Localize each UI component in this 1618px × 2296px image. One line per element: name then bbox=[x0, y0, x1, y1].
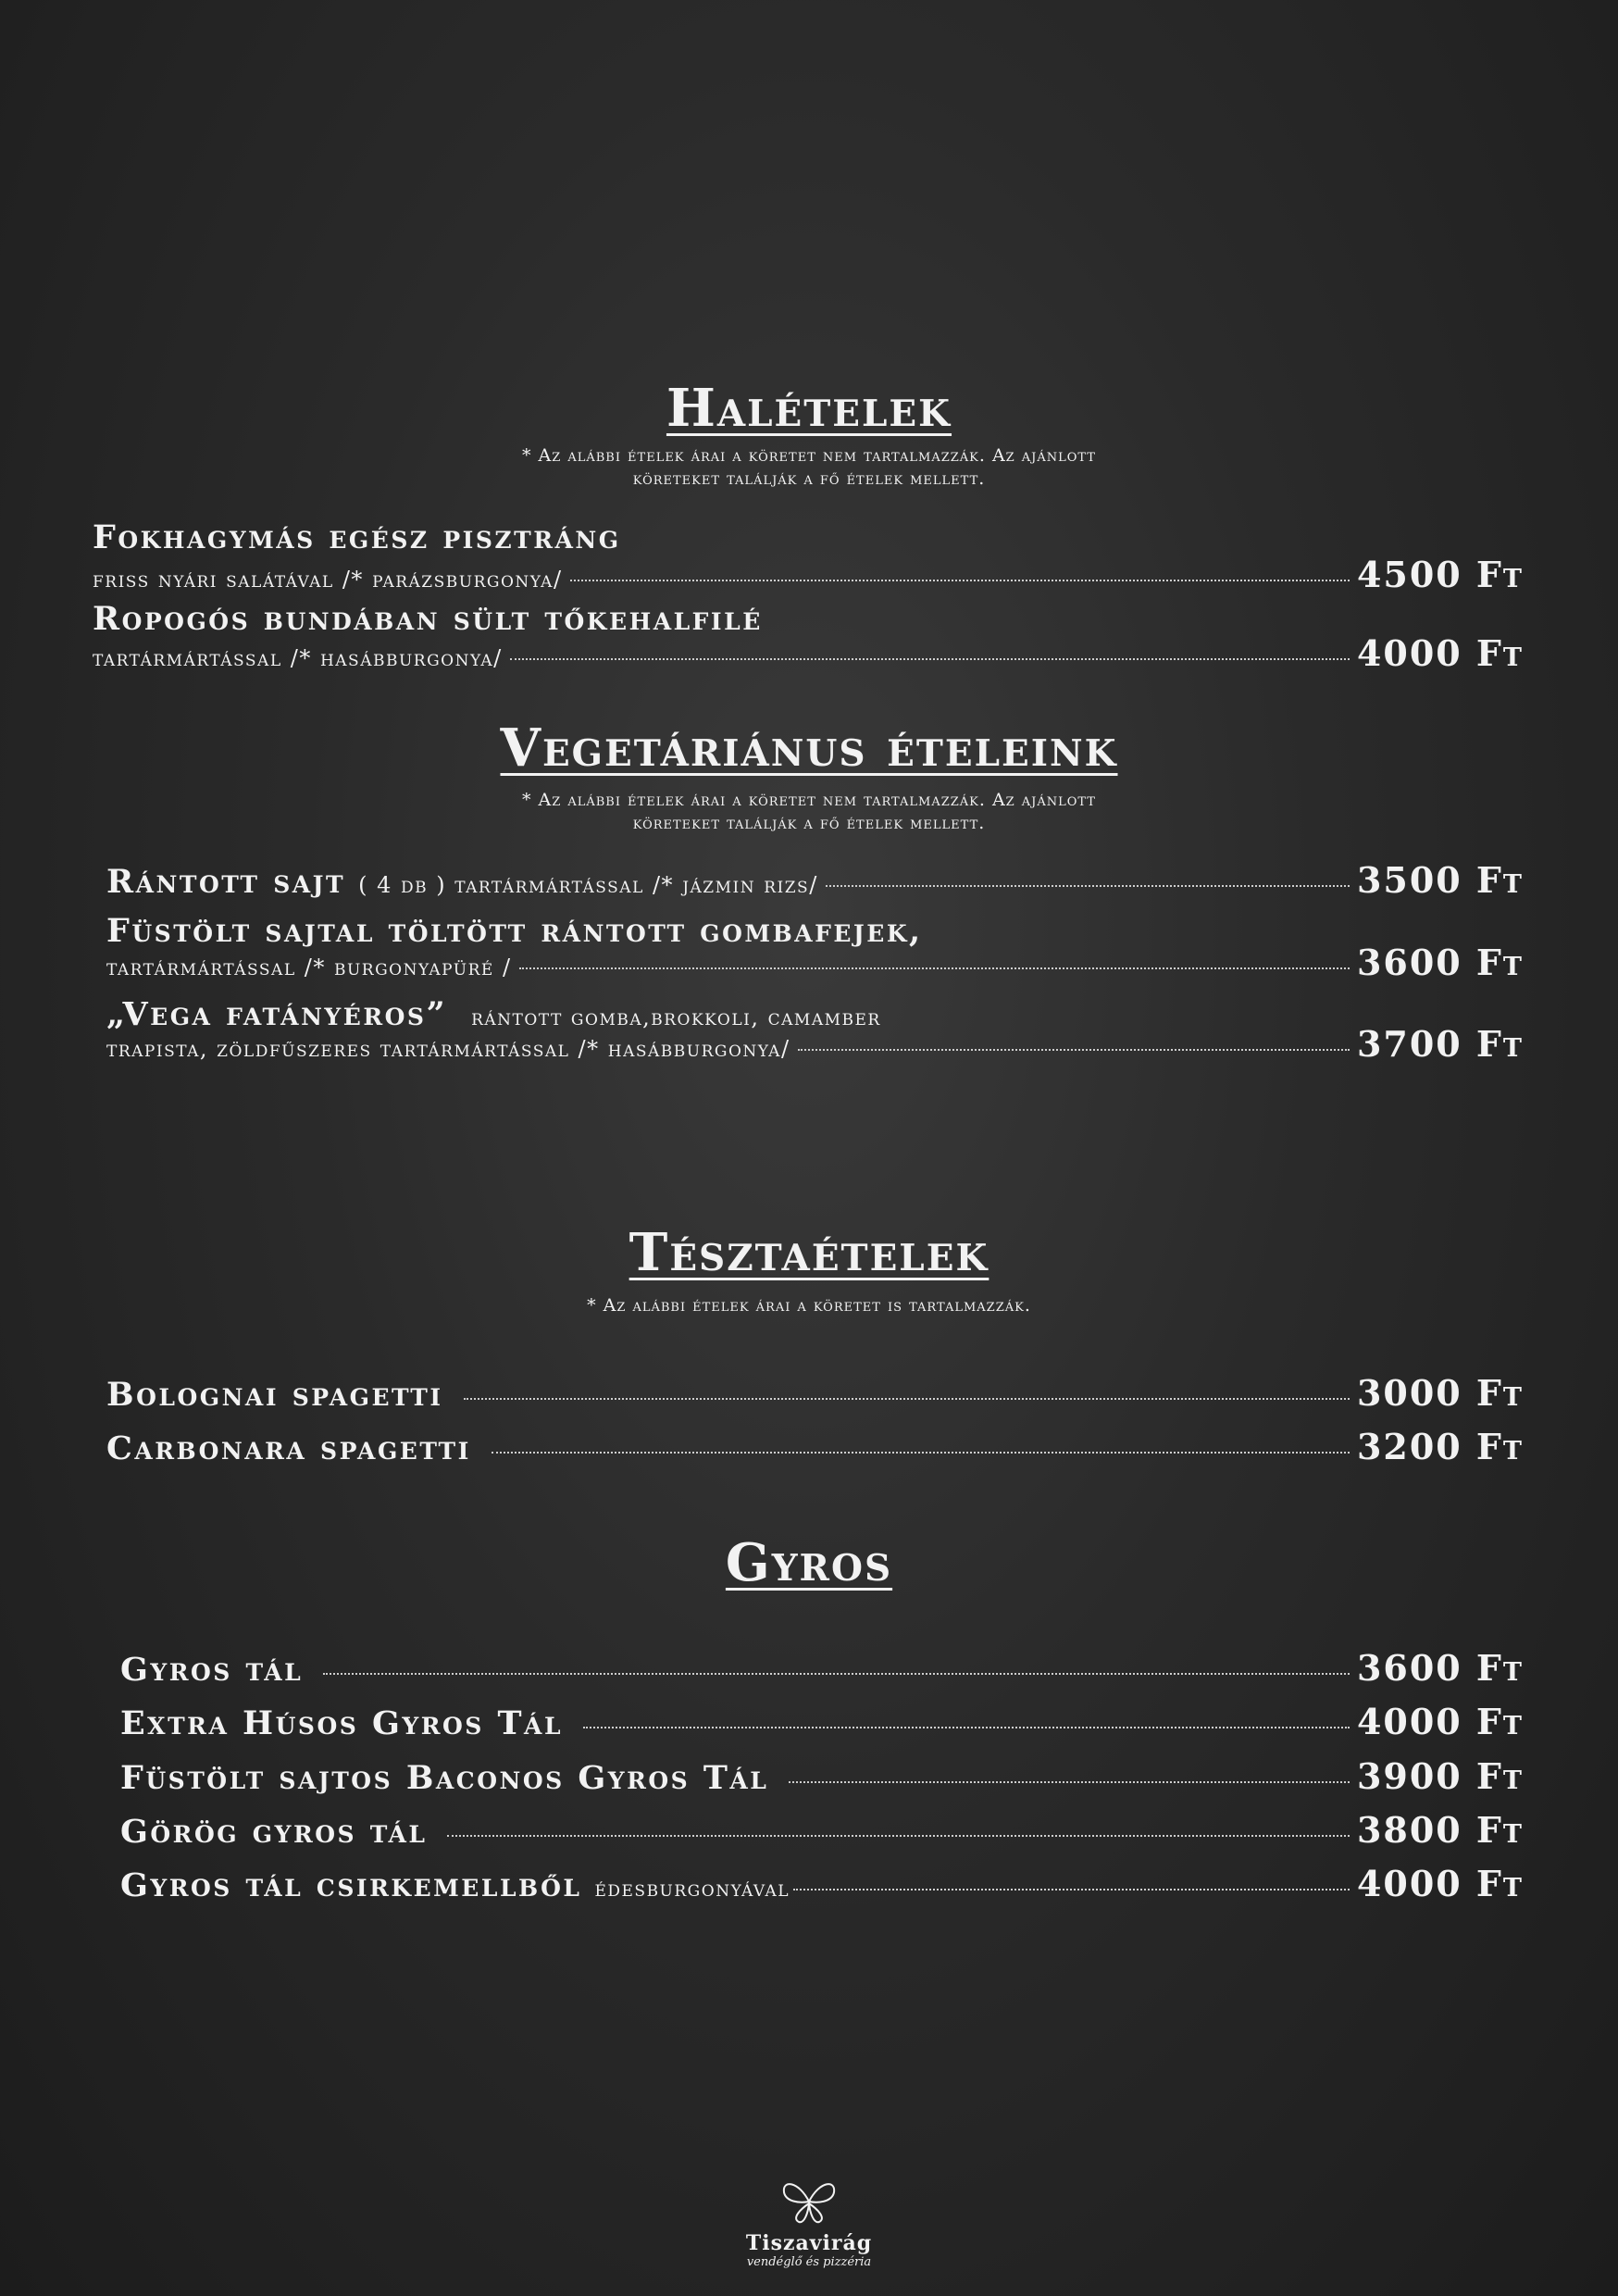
menu-item-price: 4000 Ft bbox=[1356, 1701, 1524, 1742]
menu-item-name: Füstölt sajtal töltött rántott gombafejek, bbox=[106, 912, 923, 950]
section-title-fish: Halételek bbox=[666, 378, 952, 439]
menu-item-extra: rántott gomba,brokkoli, camamber bbox=[471, 1004, 881, 1030]
menu-item-price: 3900 Ft bbox=[1356, 1755, 1524, 1797]
menu-item-name: Gyros tál csirkemellből bbox=[120, 1866, 582, 1904]
menu-item-name: Extra Húsos Gyros Tál bbox=[120, 1704, 564, 1742]
menu-item-row bbox=[120, 1809, 1524, 1851]
menu-item-price: 3200 Ft bbox=[1356, 1426, 1524, 1467]
menu-item-price: 4000 Ft bbox=[1356, 632, 1524, 674]
menu-item-row bbox=[93, 554, 1524, 595]
section-note-pasta: * Az alábbi ételek árai a köretet is tartalmazzák. bbox=[587, 1295, 1031, 1316]
menu-item-row bbox=[120, 1647, 1524, 1689]
menu-item-price: 4000 Ft bbox=[1356, 1863, 1524, 1904]
dot-leader bbox=[570, 580, 1350, 581]
logo-subtitle: vendéglő és pizzéria bbox=[746, 2255, 872, 2269]
section-note-veg-1: * Az alábbi ételek árai a köretet nem tartalmazzák. Az ajánlott bbox=[522, 790, 1096, 810]
section-title-gyros: Gyros bbox=[725, 1532, 893, 1593]
menu-item-row bbox=[93, 632, 1524, 674]
menu-item-row bbox=[120, 1755, 1524, 1797]
dot-leader bbox=[464, 1398, 1350, 1400]
dot-leader bbox=[583, 1727, 1350, 1728]
menu-item-description: tartármártással /* hasábburgonya/ bbox=[93, 645, 503, 671]
dot-leader bbox=[789, 1781, 1350, 1783]
menu-item-name: Ropogós bundában sült tőkehalfilé bbox=[93, 600, 763, 638]
menu-item-price: 3600 Ft bbox=[1356, 1647, 1524, 1689]
menu-item-price: 3800 Ft bbox=[1356, 1809, 1524, 1851]
menu-item-price: 3600 Ft bbox=[1356, 942, 1524, 983]
menu-item-price: 3000 Ft bbox=[1356, 1372, 1524, 1414]
menu-item-name: Füstölt sajtos Baconos Gyros Tál bbox=[120, 1759, 769, 1797]
menu-item-row bbox=[106, 859, 1524, 901]
menu-item-name: Bolognai spagetti bbox=[106, 1376, 443, 1414]
menu-item-name: Fokhagymás egész pisztráng bbox=[93, 518, 621, 556]
menu-item-description: friss nyári salátával /* parázsburgonya/ bbox=[93, 567, 563, 593]
dot-leader bbox=[793, 1889, 1350, 1890]
menu-item-price: 4500 Ft bbox=[1356, 554, 1524, 595]
menu-item-description: édesburgonyával bbox=[594, 1876, 790, 1902]
menu-item-description: ( 4 db ) tartármártással /* jázmin rizs/ bbox=[358, 872, 818, 898]
logo-name: Tiszavirág bbox=[745, 2231, 873, 2255]
butterfly-icon bbox=[777, 2176, 841, 2227]
section-note-fish-1: * Az alábbi ételek árai a köretet nem tartalmazzák. Az ajánlott bbox=[522, 445, 1096, 466]
dot-leader bbox=[323, 1673, 1350, 1675]
menu-item-row bbox=[120, 1701, 1524, 1742]
menu-item-description: trapista, zöldfűszeres tartármártással /* hasábburgonya/ bbox=[106, 1036, 790, 1062]
dot-leader bbox=[798, 1049, 1350, 1051]
dot-leader bbox=[492, 1452, 1350, 1454]
section-note-veg-2: köreteket találják a fő ételek mellett. bbox=[632, 813, 986, 833]
menu-item-name: Gyros tál bbox=[120, 1651, 304, 1689]
dot-leader bbox=[510, 658, 1350, 660]
section-note-fish-2: köreteket találják a fő ételek mellett. bbox=[632, 468, 986, 489]
menu-item-description: tartármártással /* burgonyapüré / bbox=[106, 955, 512, 980]
restaurant-logo bbox=[716, 2176, 902, 2269]
dot-leader bbox=[826, 885, 1350, 887]
menu-item-row bbox=[106, 1426, 1524, 1467]
section-title-pasta: Tésztaételek bbox=[629, 1222, 989, 1283]
menu-item-name: Görög gyros tál bbox=[120, 1813, 428, 1851]
menu-item-name: Carbonara spagetti bbox=[106, 1429, 471, 1467]
section-title-vegetarian: Vegetáriánus ételeink bbox=[500, 718, 1118, 779]
menu-item-price: 3500 Ft bbox=[1356, 859, 1524, 901]
dot-leader bbox=[519, 967, 1350, 969]
dot-leader bbox=[447, 1835, 1349, 1837]
menu-item-row bbox=[106, 1023, 1524, 1065]
menu-item-name: Rántott sajt bbox=[106, 863, 346, 901]
menu-item-name: „Vega fatányéros” bbox=[106, 995, 448, 1033]
menu-item-row bbox=[120, 1863, 1524, 1904]
menu-item-row bbox=[106, 1372, 1524, 1414]
menu-item-row bbox=[106, 942, 1524, 983]
menu-item-price: 3700 Ft bbox=[1356, 1023, 1524, 1065]
